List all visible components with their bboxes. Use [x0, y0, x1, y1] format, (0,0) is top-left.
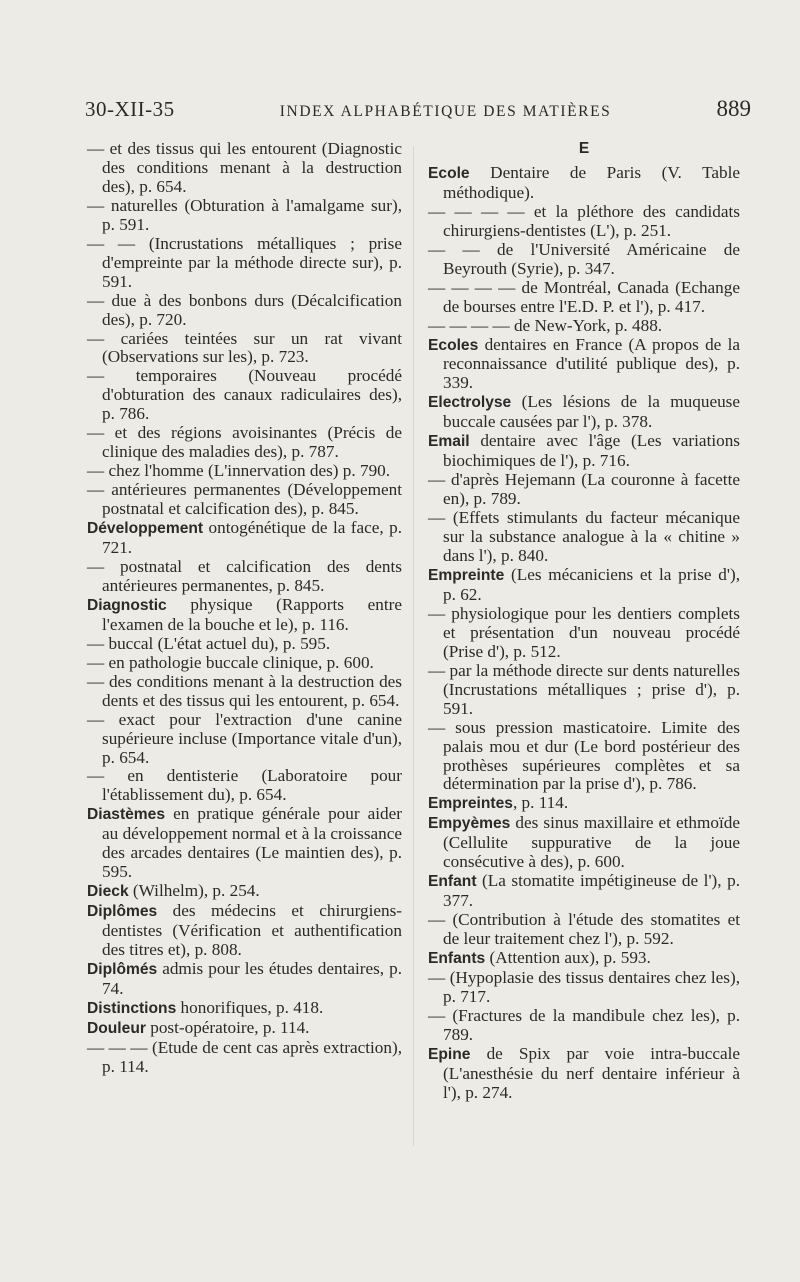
index-entry: [87, 635, 402, 654]
entry-headword: Distinctions: [87, 999, 177, 1017]
section-letter: E: [578, 140, 590, 157]
entry-text: des sinus maxillaire et ethmoïde (Cellulite suppurative de la joue consécutive à des), p. 600.: [443, 813, 740, 872]
header-title: INDEX ALPHABÉTIQUE DES MATIÈRES: [279, 103, 612, 120]
entry-text: — exact pour l'extraction d'une canine supérieure incluse (Importance vitale d'un), p. 654.: [87, 709, 402, 767]
entry-text: — — de l'Université Américaine de Beyrouth (Syrie), p. 347.: [428, 239, 740, 278]
entry-text: — (Fractures de la mandibule chez les), p. 789.: [428, 1005, 740, 1044]
right-column: [428, 140, 740, 1103]
entry-headword: Diagnostic: [87, 596, 167, 614]
entry-text: — chez l'homme (L'innervation des) p. 790.: [87, 461, 391, 481]
entry-text: — temporaires (Nouveau procédé d'obturation des canaux radiculaires des), p. 786.: [87, 366, 402, 424]
entry-text: (Wilhelm), p. 254.: [128, 881, 260, 901]
running-header: [85, 96, 751, 122]
index-entry: [428, 279, 740, 317]
entry-headword: Epine: [428, 1045, 471, 1063]
entry-text: — cariées teintées sur un rat vivant (Observations sur les), p. 723.: [87, 328, 402, 367]
entry-text: — et des régions avoisinantes (Précis de clinique des maladies des), p. 787.: [87, 423, 402, 462]
entry-headword: Empreinte: [428, 566, 505, 584]
index-entry: [428, 605, 740, 662]
entry-text: (Les lésions de la muqueuse buccale causées par l'), p. 378.: [443, 392, 740, 432]
entry-headword: Empyèmes: [428, 815, 511, 833]
entry-text: — (Effets stimulants du facteur mécanique sur la substance analogue à la « chitine » dans l'), p. 840.: [428, 508, 740, 566]
entry-text: post-opératoire, p. 114.: [145, 1017, 310, 1037]
entry-headword: Ecoles: [428, 336, 479, 354]
entry-text: physique (Rapports entre l'examen de la bouche et le), p. 116.: [102, 594, 402, 634]
entry-headword: Enfant: [428, 873, 477, 891]
index-entry: [428, 471, 740, 509]
index-entry: [87, 882, 402, 902]
index-entry: [428, 509, 740, 566]
index-entry: [87, 1019, 402, 1039]
index-entry: [428, 203, 740, 241]
left-column: [87, 140, 402, 1077]
index-entry: [87, 197, 402, 235]
entry-headword: Email: [428, 433, 470, 451]
index-entry: [87, 654, 402, 673]
entry-headword: Douleur: [87, 1019, 146, 1037]
entry-text: — et des tissus qui les entourent (Diagnostic des conditions menant à la destruction des), p. 654.: [87, 139, 402, 196]
entry-text: dentaires en France (A propos de la reconnaissance d'utilité publique des), p. 339.: [443, 334, 740, 393]
index-entry: [87, 805, 402, 882]
index-entry: [428, 911, 740, 949]
index-entry: [87, 330, 402, 368]
entry-text: — par la méthode directe sur dents naturelles (Incrustations métalliques ; prise d'), p. 591.: [428, 660, 740, 718]
index-entry: [428, 393, 740, 432]
entry-text: — d'après Hejemann (La couronne à facette en), p. 789.: [428, 470, 740, 509]
index-entry: [87, 235, 402, 292]
index-entry: [87, 960, 402, 999]
entry-text: — (Contribution à l'étude des stomatites et de leur traitement chez l'), p. 592.: [428, 910, 740, 949]
entry-text: admis pour les études dentaires, p. 74.: [102, 958, 402, 998]
entry-headword: Electrolyse: [428, 394, 512, 412]
index-entry: [87, 462, 402, 481]
entry-text: — — — — et la pléthore des candidats chirurgiens-dentistes (L'), p. 251.: [428, 201, 740, 240]
index-entry: [428, 432, 740, 471]
entry-headword: Dieck: [87, 883, 129, 901]
entry-text: — due à des bonbons durs (Décalcification des), p. 720.: [87, 290, 402, 329]
entry-text: — en dentisterie (Laboratoire pour l'établissement du), p. 654.: [87, 766, 402, 805]
index-entry: [87, 902, 402, 960]
entry-headword: Diastèmes: [87, 806, 166, 824]
entry-text: (Attention aux), p. 593.: [485, 948, 651, 968]
index-entry: [428, 814, 740, 872]
entry-headword: Diplômés: [87, 960, 158, 978]
entry-text: , p. 114.: [512, 793, 569, 813]
index-entry: [87, 292, 402, 330]
index-entry: [87, 999, 402, 1019]
entry-text: — physiologique pour les dentiers complets et présentation d'un nouveau procédé (Prise d'), p. 512.: [428, 603, 740, 661]
entry-headword: Enfants: [428, 950, 486, 968]
entry-headword: Ecole: [428, 164, 470, 182]
entry-text: en pratique générale pour aider au développement normal et à la croissance des arcades dentaires (Le maintien des), p. 595.: [102, 804, 402, 882]
entry-text: — — — — de Montréal, Canada (Echange de bourses entre l'E.D. P. et l'), p. 417.: [428, 277, 740, 316]
index-entry: [87, 596, 402, 635]
index-entry: [428, 662, 740, 719]
entry-text: (La stomatite impétigineuse de l'), p. 377.: [443, 871, 740, 911]
index-entry: [428, 566, 740, 605]
entry-text: des médecins et chirurgiens-dentistes (Vérification et authentification des titres et), p. 808.: [102, 901, 402, 960]
index-entry: [87, 1039, 402, 1077]
index-entry: [428, 336, 740, 394]
column-divider: [413, 146, 414, 1146]
index-entry: [87, 519, 402, 558]
entry-text: — — (Incrustations métalliques ; prise d'empreinte par la méthode directe sur), p. 591.: [87, 233, 402, 291]
index-entry: [428, 969, 740, 1007]
entry-text: dentaire avec l'âge (Les variations biochimiques de l'), p. 716.: [443, 431, 740, 471]
index-entry: [87, 711, 402, 768]
index-entry: [428, 241, 740, 279]
index-entry: [87, 481, 402, 519]
entry-text: — — — (Etude de cent cas après extraction), p. 114.: [87, 1037, 402, 1076]
entry-text: Dentaire de Paris (V. Table méthodique).: [443, 162, 740, 202]
right-entries: [428, 164, 740, 1103]
entry-text: de Spix par voie intra-buccale (L'anesthésie du nerf dentaire inférieur à l'), p. 274.: [443, 1043, 740, 1102]
header-date: 30-XII-35: [85, 97, 175, 121]
entry-text: — sous pression masticatoire. Limite des palais mou et dur (Le bord postérieur des prothèses supérieures complètes et sa détermination par la prise d'), p. 786.: [428, 717, 740, 794]
entry-text: — (Hypoplasie des tissus dentaires chez les), p. 717.: [428, 967, 740, 1006]
index-entry: [428, 949, 740, 969]
index-entry: [87, 424, 402, 462]
index-entry: [87, 140, 402, 197]
index-entry: [428, 1045, 740, 1103]
entry-text: — postnatal et calcification des dents antérieures permanentes, p. 845.: [87, 556, 402, 595]
index-entry: [428, 872, 740, 911]
entry-text: ontogénétique de la face, p. 721.: [102, 518, 402, 558]
index-entry: [428, 317, 740, 336]
entry-text: — antérieures permanentes (Développement postnatal et calcification des), p. 845.: [87, 480, 402, 519]
entry-text: — des conditions menant à la destruction des dents et des tissus qui les entourent, p. 654.: [87, 671, 402, 710]
entry-text: — — — — de New-York, p. 488.: [428, 315, 663, 335]
index-entry: [87, 767, 402, 805]
entry-text: (Les mécaniciens et la prise d'), p. 62.: [443, 564, 740, 604]
entry-text: — buccal (L'état actuel du), p. 595.: [87, 633, 331, 653]
page-number: 889: [716, 96, 751, 121]
index-entry: [87, 367, 402, 424]
entry-headword: Développement: [87, 520, 204, 538]
entry-text: honorifiques, p. 418.: [176, 997, 324, 1017]
entry-headword: Diplômes: [87, 903, 158, 921]
index-entry: [428, 1007, 740, 1045]
entry-headword: Empreintes: [428, 795, 513, 813]
index-entry: [428, 164, 740, 203]
entry-text: — en pathologie buccale clinique, p. 600.: [87, 652, 374, 672]
index-entry: [428, 719, 740, 795]
index-entry: [87, 558, 402, 596]
index-entry: [87, 673, 402, 711]
entry-text: — naturelles (Obturation à l'amalgame sur), p. 591.: [87, 195, 402, 234]
index-entry: [428, 794, 740, 814]
